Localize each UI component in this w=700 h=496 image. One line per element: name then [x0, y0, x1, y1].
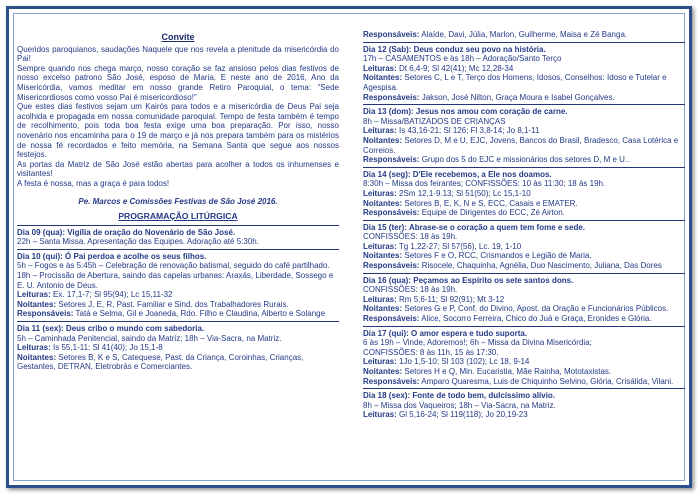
day-schedule-line: 17h – CASAMENTOS e às 18h – Adoração/Santo Terço	[363, 54, 562, 64]
intro-paragraph-2: Que estes dias festivos sejam um Kairós para todos e a misericórdia de Deus Pai seja acolhida e propagada em nossa comunidade paroquial. Tempo de festa também é tempo de recolhimento, pois toda boa festa exige uma boa preparação. Por isso, nosso novenário nos encaminha para o 19 de março e já nos prepara também para os mistérios de nossa fé recordados e feito memória, na Semana Santa que segue aos nossos festejos.	[17, 102, 339, 160]
left-column	[17, 33, 339, 372]
day-noitantes	[17, 353, 339, 372]
leituras-value: Is 55,1-11; Sl 41(40); Jo 15,1-8	[53, 343, 163, 353]
top-responsaveis-value: Alaíde, Davi, Júlia, Marlon, Guilherme, Maisa e Zé Banga.	[421, 30, 628, 39]
day-responsaveis	[363, 261, 685, 271]
day-leituras	[363, 357, 685, 367]
day-heading: Dia 13 (dom): Jesus nos amou com coração de carne.	[363, 107, 568, 117]
day-responsaveis	[17, 309, 339, 319]
leituras-label: Leituras:	[17, 343, 51, 353]
day-heading: Dia 14 (seg): D'Ele recebemos, a Ele nos doamos.	[363, 169, 552, 179]
day-noitantes	[363, 251, 685, 261]
day-noitantes	[363, 367, 685, 377]
leituras-value: Dt 6,4-9; Sl 42(41); Mc 12,28-34	[399, 63, 514, 73]
day-schedule-line: CONFISSÕES: 8 às 11h, 15 às 17:30.	[363, 347, 499, 357]
day-schedule-line: CONFISSÕES: 18 às 19h.	[363, 285, 458, 295]
day-schedule-line: 5h – Caminhada Penitencial, saindo da Matriz; 18h – Via-Sacra, na Matriz.	[17, 333, 282, 343]
day-schedule-line: 8h – Missa dos Vaqueiros; 18h – Via-Sacra, na Matriz.	[363, 400, 556, 410]
day-separator	[363, 167, 685, 168]
day-leituras	[17, 290, 339, 300]
leituras-label: Leituras:	[363, 126, 397, 136]
day-block	[17, 252, 339, 319]
noitantes-value: Setores F e O, RCC, Crismandos e Legião de Maria.	[404, 251, 592, 261]
responsaveis-label: Responsáveis:	[17, 309, 74, 319]
day-responsaveis	[363, 155, 685, 165]
leituras-label: Leituras:	[17, 290, 51, 300]
day-separator	[363, 104, 685, 105]
day-block	[17, 324, 339, 372]
responsaveis-value: Grupo dos 5 do EJC e missionários dos setores D, M e U..	[421, 155, 630, 165]
day-responsaveis	[363, 314, 685, 324]
day-noitantes	[363, 199, 685, 209]
signature: Pe. Marcos e Comissões Festivas de São José 2016.	[78, 196, 278, 206]
left-day-list	[17, 225, 339, 372]
day-block	[363, 45, 685, 103]
noitantes-value: Setores H e Q, Min. Eucaristia, Mãe Rainha, Mototaxistas.	[404, 367, 612, 376]
noitantes-label: Noitantes:	[363, 367, 403, 376]
noitantes-label: Noitantes:	[363, 304, 403, 314]
day-block	[363, 223, 685, 271]
day-noitantes	[363, 73, 685, 92]
leituras-value: 2Sm 12,1-9.13; Sl 51(50); Lc 15,1-10	[399, 188, 531, 198]
day-block	[363, 329, 685, 387]
responsaveis-value: Amparo Quaresma, Luis de Chiquinho Selvino, Glória, Crisálida, Vilani.	[421, 376, 674, 386]
noitantes-label: Noitantes:	[363, 73, 403, 83]
leituras-label: Leituras:	[363, 410, 397, 420]
invitation-title: Convite	[161, 33, 195, 42]
day-schedule-line: 18h – Procissão de Abertura, saindo das capelas urbanas: Araxás, Liberdade, Sossego e E. U. Antonio de Deus.	[17, 271, 334, 290]
day-heading: Dia 10 (qui): Ó Pai perdoa e acolhe os seus filhos.	[17, 251, 207, 261]
noitantes-value: Setores C, L e T, Terço dos Homens, Idosos, Conselhos: Idoso e Tutelar e Agespisa.	[363, 73, 667, 92]
noitantes-label: Noitantes:	[17, 352, 57, 362]
responsaveis-value: Jakson, José Nilton, Graça Moura e Isabel Gonçalves.	[421, 92, 615, 102]
day-separator	[363, 273, 685, 274]
day-separator	[17, 321, 339, 322]
program-title: PROGRAMAÇÃO LITÚRGICA	[118, 211, 238, 222]
day-schedule-line: 8h – Missa/BATIZADOS DE CRIANÇAS	[363, 116, 506, 126]
leituras-value: Gl 5,16-24; Sl 119(118); Jo 20,19-23	[399, 410, 528, 420]
day-noitantes	[17, 300, 339, 310]
day-schedule-line: 5h – Fogos e às 5:45h – Celebração de renovação batismal, seguido do café partilhado.	[17, 261, 330, 271]
right-day-list	[363, 42, 685, 420]
noitantes-value: Setores B, K e S, Catequese, Past. da Criança, Coroinhas, Crianças, Gestantes, DETRAN, Eletrobrás e Comerciantes.	[17, 352, 304, 372]
day-schedule-line: CONFISSÕES: 18 às 19h.	[363, 232, 458, 242]
leituras-label: Leituras:	[363, 294, 397, 304]
noitantes-label: Noitantes:	[363, 251, 403, 261]
day-responsaveis	[363, 93, 685, 103]
day-heading: Dia 15 (ter): Abrase-se o coração a quem tem fome e sede.	[363, 222, 586, 232]
day-leituras	[17, 343, 339, 353]
noitantes-value: Setores G e P, Conf. do Divino, Apost. da Oração e Funcionários Públicos.	[404, 304, 669, 314]
right-column	[363, 30, 685, 420]
responsaveis-label: Responsáveis:	[363, 376, 420, 386]
day-heading: Dia 11 (sex): Deus cribo o mundo com sabedoria.	[17, 324, 205, 334]
intro-closing: A festa é nossa, mas a graça é para todos!	[17, 178, 170, 188]
day-leituras	[363, 410, 685, 420]
day-block	[363, 391, 685, 420]
noitantes-value: Setores D, M e U, EJC, Jovens, Bancos do Brasil, Bradesco, Casa Lotérica e Correios.	[363, 135, 679, 155]
leituras-label: Leituras:	[363, 63, 397, 73]
day-separator	[17, 249, 339, 250]
noitantes-value: Setores J, E, R, Past. Familiar e Sind. dos Trabalhadores Rurais.	[58, 299, 289, 309]
day-heading: Dia 16 (qua): Peçamos ao Espírito os sete santos dons.	[363, 275, 574, 285]
responsaveis-label: Responsáveis:	[363, 155, 420, 165]
leituras-value: Ex. 17,1-7; Sl 95(94); Lc 15,11-32	[53, 290, 173, 300]
responsaveis-label: Responsáveis:	[363, 314, 420, 324]
intro-paragraph-1: Sempre quando nos chega março, nosso coração se faz ansioso pelos dias festivos de nosso excelso patrono São José, esposo de Maria. E neste ano de 2016, Ano da Misericórdia, vamos meditar em nosso grande Retiro Paroquial, o tema: “Sede Misericordiosos como vosso Pai é misericordioso!”	[17, 63, 339, 102]
day-leituras	[363, 242, 685, 252]
day-separator	[363, 388, 685, 389]
day-block	[363, 170, 685, 218]
leituras-value: Tg 1,22-27; Sl 57(56), Lc. 19, 1-10	[398, 241, 522, 251]
responsaveis-label: Responsáveis:	[363, 261, 420, 271]
day-leituras	[363, 189, 685, 199]
day-separator	[17, 225, 339, 226]
intro-paragraph-3: As portas da Matriz de São José estão abertas para acolher a todos os inhumenses e visitantes!	[17, 159, 339, 179]
day-block	[17, 228, 339, 247]
day-block	[363, 276, 685, 324]
day-responsaveis	[363, 208, 685, 218]
responsaveis-value: Equipe de Dirigentes do ECC, Zé Airton.	[421, 208, 565, 218]
intro-greeting: Queridos paroquianos, saudações Naquele que nos revela a plenitude da misericórdia do Pai!	[17, 44, 339, 64]
responsaveis-value: Tatá e Selma, Gil e Joaneda, Rdo. Filho e Claudina, Alberto e Solange	[75, 309, 326, 319]
day-noitantes	[363, 304, 685, 314]
day-schedule-line: 22h – Santa Missa. Apresentação das Equipes. Adoração até 5:30h.	[17, 237, 259, 247]
leituras-value: Is 43,16-21; Sl 126; Fl 3,8-14; Jo 8,1-11	[399, 126, 540, 136]
day-responsaveis	[363, 377, 685, 387]
day-separator	[363, 326, 685, 327]
noitantes-label: Noitantes:	[363, 198, 403, 208]
day-heading: Dia 17 (qui): O amor espera e tudo suporta.	[363, 328, 528, 338]
day-separator	[363, 220, 685, 221]
responsaveis-value: Alice, Socorro Ferreira, Chico do Juá e Graça, Eronides e Glória.	[421, 314, 652, 324]
day-heading: Dia 09 (qua): Vigília de oração do Novenário de São José.	[17, 227, 236, 237]
noitantes-value: Setores B, E, K, N e S, ECC, Casais e EMATER.	[404, 198, 578, 208]
leituras-value: 1Jo 1,5-10; Sl 103 (102); Lc 18, 9-14	[399, 357, 530, 367]
day-noitantes	[363, 136, 685, 155]
responsaveis-label: Responsáveis:	[363, 30, 420, 39]
day-leituras	[363, 126, 685, 136]
leituras-label: Leituras:	[363, 357, 397, 367]
day-block	[363, 107, 685, 165]
day-leituras	[363, 295, 685, 305]
day-schedule-line: 8:30h – Missa dos feirantes; CONFISSÕES: 10 às 11:30; 18 às 19h.	[363, 179, 606, 189]
day-heading: Dia 12 (Sab): Deus conduz seu povo na história.	[363, 44, 546, 54]
leituras-label: Leituras:	[363, 188, 397, 198]
invitation-page	[6, 6, 692, 488]
day-schedule-line: 6 às 19h – Vinde, Adoremos!; 6h – Missa da Divina Misericórdia;	[363, 338, 592, 348]
day-separator	[363, 42, 685, 43]
leituras-value: Rm 5,6-11; Sl 92(91); Mt 3-12	[399, 294, 505, 304]
noitantes-label: Noitantes:	[17, 299, 57, 309]
leituras-label: Leituras:	[363, 241, 397, 251]
responsaveis-value: Risocele, Chaquinha, Agnélia, Duo Nascimento, Juliana, Das Dores	[421, 261, 662, 271]
top-responsaveis	[363, 30, 685, 40]
noitantes-label: Noitantes:	[363, 135, 403, 145]
responsaveis-label: Responsáveis:	[363, 208, 420, 218]
responsaveis-label: Responsáveis:	[363, 92, 420, 102]
day-heading: Dia 18 (sex): Fonte de todo bem, dulcíssimo alívio.	[363, 391, 556, 401]
day-leituras	[363, 64, 685, 74]
